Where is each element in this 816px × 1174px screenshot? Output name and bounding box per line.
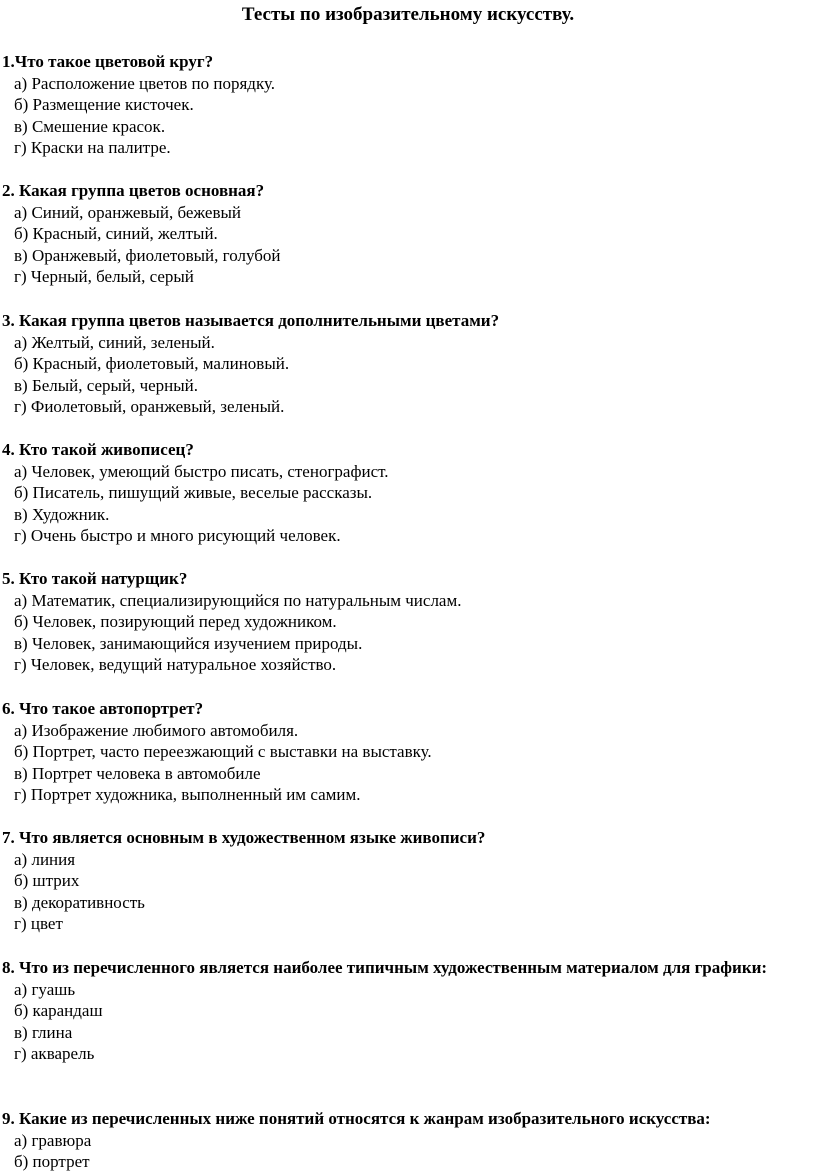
answer-option: б) Красный, синий, желтый.	[14, 224, 218, 244]
answer-option: г) акварель	[14, 1044, 95, 1064]
question-text: 3. Какая группа цветов называется дополнительными цветами?	[2, 311, 500, 330]
question-8	[0, 957, 816, 1065]
answer-option: в) Оранжевый, фиолетовый, голубой	[14, 245, 281, 265]
question-text: 6. Что такое автопортрет?	[2, 699, 204, 718]
answer-option: а) гуашь	[14, 979, 76, 999]
answer-option: б) портрет	[14, 1152, 90, 1172]
answer-option: г) Очень быстро и много рисующий человек.	[14, 526, 341, 546]
answer-option: в) Портрет человека в автомобиле	[14, 763, 261, 783]
question-text: 7. Что является основным в художественном языке живописи?	[2, 828, 486, 847]
question-text: 5. Кто такой натурщик?	[2, 569, 188, 588]
answer-option: а) Изображение любимого автомобиля.	[14, 720, 299, 740]
question-text: 2. Какая группа цветов основная?	[2, 181, 265, 200]
answer-option: б) Писатель, пишущий живые, веселые рассказы.	[14, 483, 373, 503]
answer-option: а) Расположение цветов по порядку.	[14, 73, 276, 93]
answer-option: б) Человек, позирующий перед художником.	[14, 612, 337, 632]
answer-option: в) Человек, занимающийся изучением природы.	[14, 633, 363, 653]
question-text: 8. Что из перечисленного является наиболее типичным художественным материалом для графики:	[2, 958, 768, 977]
answer-option: в) Художник.	[14, 504, 110, 524]
answer-option: в) декоративность	[14, 892, 145, 912]
answer-option: а) Синий, оранжевый, бежевый	[14, 202, 242, 222]
question-4	[0, 439, 816, 547]
answer-option: а) Желтый, синий, зеленый.	[14, 332, 215, 352]
question-text: 4. Кто такой живописец?	[2, 440, 194, 459]
answer-option: г) Фиолетовый, оранжевый, зеленый.	[14, 397, 285, 417]
question-7	[0, 827, 816, 935]
question-9	[0, 1108, 816, 1173]
answer-option: в) Смешение красок.	[14, 116, 166, 136]
answer-option: в) глина	[14, 1022, 73, 1042]
answer-option: г) Портрет художника, выполненный им самим.	[14, 785, 361, 805]
answer-option: г) цвет	[14, 914, 63, 934]
question-6	[0, 698, 816, 806]
answer-option: а) Человек, умеющий быстро писать, стенографист.	[14, 461, 389, 481]
answer-option: г) Человек, ведущий натуральное хозяйство.	[14, 655, 337, 675]
answer-option: б) Красный, фиолетовый, малиновый.	[14, 354, 290, 374]
question-5	[0, 568, 816, 676]
answer-option: б) штрих	[14, 871, 80, 891]
question-2	[0, 180, 816, 288]
answer-option: г) Краски на палитре.	[14, 138, 171, 158]
question-text: 9. Какие из перечисленных ниже понятий относятся к жанрам изобразительного искусства:	[2, 1109, 711, 1128]
answer-option: а) гравюра	[14, 1130, 92, 1150]
answer-option: а) линия	[14, 849, 76, 869]
answer-option: б) Размещение кисточек.	[14, 95, 194, 115]
question-1	[0, 51, 816, 159]
answer-option: г) Черный, белый, серый	[14, 267, 194, 287]
answer-option: б) карандаш	[14, 1001, 103, 1021]
answer-option: в) Белый, серый, черный.	[14, 375, 199, 395]
answer-option: а) Математик, специализирующийся по натуральным числам.	[14, 590, 462, 610]
question-text: 1.Что такое цветовой круг?	[2, 52, 214, 71]
answer-option: б) Портрет, часто переезжающий с выставки на выставку.	[14, 742, 432, 762]
question-3	[0, 310, 816, 418]
page-title: Тесты по изобразительному искусству.	[241, 4, 575, 25]
